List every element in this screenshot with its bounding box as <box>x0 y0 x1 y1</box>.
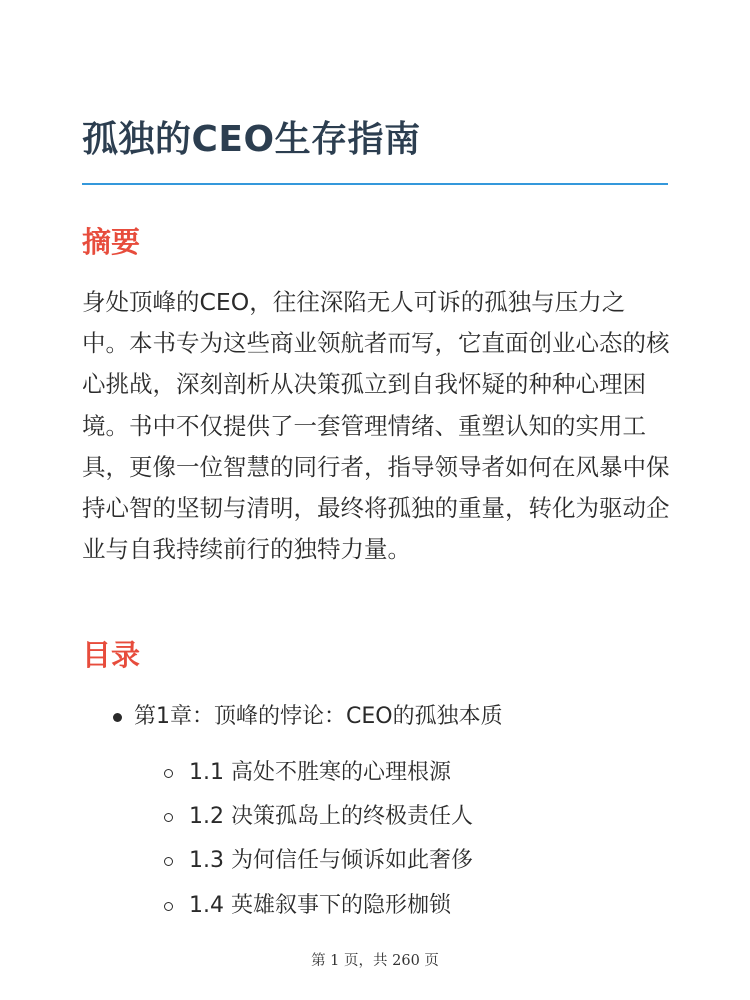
page-footer: 第 1 页，共 260 页 <box>311 953 439 969</box>
abstract-text: 身处顶峰的CEO，往往深陷无人可诉的孤独与压力之中。本书专为这些商业领航者而写，它直面创业心态的核心挑战，深刻剖析从决策孤立到自我怀疑的种种心理困境。书中不仅提供了一套管理情绪、重塑认知的实用工具，更像一位智慧的同行者，指导领导者如何在风暴中保持心智的坚韧与清明，最终将孤独的重量，转化为驱动企业与自我持续前行的独特力量。 <box>82 288 670 564</box>
toc-section-label: 1.2 决策孤岛上的终极责任人 <box>189 804 473 829</box>
toc-chapter-label: 第1章：顶峰的悖论：CEO的孤独本质 <box>134 704 503 729</box>
toc-section-1-2[interactable] <box>189 799 473 835</box>
toc-section-1-4[interactable] <box>189 888 451 924</box>
bullet-circle-icon <box>164 857 173 866</box>
toc-chapter-1[interactable] <box>134 699 503 735</box>
title-divider <box>82 183 668 185</box>
abstract-heading: 摘要 <box>82 225 141 259</box>
bullet-circle-icon <box>164 769 173 778</box>
toc-heading: 目录 <box>82 638 141 672</box>
bullet-circle-icon <box>164 813 173 822</box>
toc-section-label: 1.1 高处不胜寒的心理根源 <box>189 760 451 785</box>
bullet-disc-icon <box>113 713 122 722</box>
toc-section-label: 1.4 英雄叙事下的隐形枷锁 <box>189 893 451 918</box>
bullet-circle-icon <box>164 902 173 911</box>
toc-section-label: 1.3 为何信任与倾诉如此奢侈 <box>189 848 473 873</box>
toc-section-1-1[interactable] <box>189 755 451 791</box>
toc-section-1-3[interactable] <box>189 843 473 879</box>
document-title: 孤独的CEO生存指南 <box>82 119 421 160</box>
